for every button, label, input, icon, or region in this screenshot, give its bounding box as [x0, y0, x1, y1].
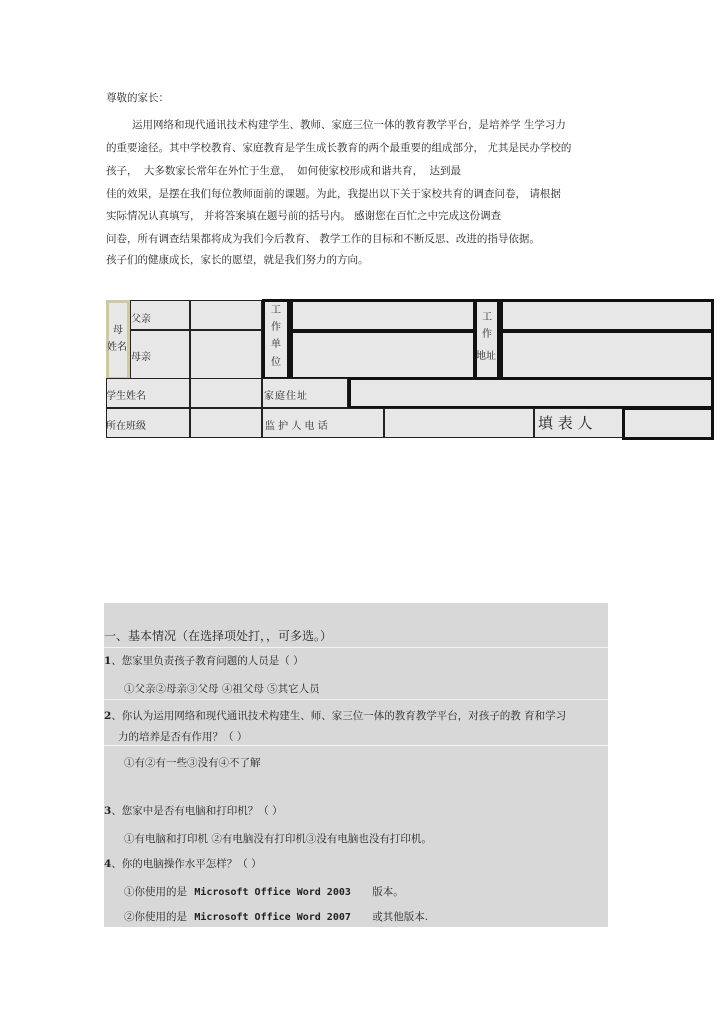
question-4: [104, 856, 262, 871]
letter-line-2: 的重要途径。其中学校教育、家庭教育是学生成长教育的两个最重要的组成部分， 尤其是民办学校的: [106, 142, 572, 154]
student-name-input[interactable]: [190, 378, 262, 408]
father-label: 父亲: [131, 314, 151, 325]
parent-name-label-2: 姓名: [107, 342, 127, 353]
work-unit-label-4: 位: [271, 357, 281, 368]
home-address-label: 家庭住址: [264, 391, 308, 402]
q4-opt1-code: Microsoft Office Word 2003: [194, 887, 351, 898]
salutation: 尊敬的家长：: [106, 92, 169, 104]
guardian-phone-label: 监 护 人 电 话: [265, 421, 328, 432]
mother-work-address-input[interactable]: [500, 330, 714, 380]
question-3-text: 、您家中是否有电脑和打印机？（ ）: [111, 805, 283, 817]
father-name-input[interactable]: [190, 300, 262, 330]
work-address-label-1: 工: [482, 312, 492, 323]
letter-line-3: 孩子， 大多数家长常年在外忙于生意， 如何使家校形成和谐共育， 达到最: [106, 165, 462, 177]
letter-line-7: 孩子们的健康成长，家长的愿望，就是我们努力的方向。: [106, 254, 369, 266]
separator: [104, 745, 608, 746]
letter-line-6: 问卷，所有调查结果都将成为我们今后教育、 教学工作的目标和不断反思、改进的指导依据。: [106, 233, 540, 245]
question-2-text: 、你认为运用网络和现代通讯技术构建生、师、家三位一体的教育教学平台，对孩子的教 育和学习: [111, 710, 567, 722]
filler-label: 填 表 人: [538, 414, 593, 432]
separator: [104, 647, 608, 648]
student-name-label: 学生姓名: [106, 391, 146, 402]
parent-name-label-1: 母: [113, 325, 123, 336]
question-1-text: 、您家里负责孩子教育问题的人员是（ ）: [111, 655, 304, 667]
work-unit-label-3: 单: [271, 339, 281, 350]
mother-name-input[interactable]: [190, 330, 262, 380]
question-4-number: 4: [104, 858, 112, 870]
filler-input[interactable]: [622, 407, 714, 440]
home-address-input[interactable]: [348, 377, 714, 409]
guardian-phone-input[interactable]: [384, 408, 534, 438]
father-work-address-input[interactable]: [500, 299, 714, 332]
work-unit-label-1: 工: [271, 305, 281, 316]
question-2-number: 2: [104, 710, 112, 722]
q4-opt1-post: 版本。: [372, 886, 404, 898]
work-address-label-2: 作: [482, 329, 492, 340]
work-unit-label-2: 作: [271, 322, 281, 333]
question-1-options[interactable]: ①父亲②母亲③父母 ④祖父母 ⑤其它人员: [124, 683, 320, 695]
father-work-unit-input[interactable]: [290, 299, 476, 332]
question-1-number: 1: [104, 655, 112, 667]
work-address-label-3: 地址: [476, 351, 496, 362]
question-1: [104, 653, 304, 668]
question-2: [104, 708, 566, 723]
question-4-option-1[interactable]: [124, 884, 404, 899]
letter-line-4: 佳的效果，是摆在我们每位教师面前的课题。为此，我提出以下关于家校共育的调查问卷， 请根据: [106, 188, 561, 200]
mother-label: 母亲: [131, 352, 151, 363]
separator: [104, 699, 608, 700]
question-2-options[interactable]: ①有②有一些③没有④不了解: [124, 757, 261, 769]
q4-opt1-pre: ①你使用的是: [124, 886, 187, 898]
section-title: 一、基本情况（在选择项处打，，可多选。）: [104, 629, 333, 643]
q4-opt2-post: 或其他版本.: [372, 911, 429, 923]
question-3-number: 3: [104, 805, 112, 817]
survey-section: [104, 603, 608, 927]
question-4-option-2[interactable]: [124, 909, 428, 924]
class-label: 所在班级: [106, 421, 146, 432]
question-3-options[interactable]: ①有电脑和打印机 ②有电脑没有打印机③没有电脑也没有打印机。: [124, 833, 432, 845]
question-2-text-2: 力的培养是否有作用？（ ）: [118, 731, 248, 743]
question-3: [104, 803, 283, 818]
mother-work-unit-input[interactable]: [290, 330, 476, 380]
letter-line-1: 运用网络和现代通讯技术构建学生、教师、家庭三位一体的教育教学平台，是培养学 生学习力: [132, 119, 566, 131]
class-input[interactable]: [190, 408, 262, 438]
letter-line-5: 实际情况认真填写， 并将答案填在题号前的括号内。 感谢您在百忙之中完成这份调查: [106, 210, 502, 222]
q4-opt2-pre: ②你使用的是: [124, 911, 187, 923]
q4-opt2-code: Microsoft Office Word 2007: [194, 912, 351, 923]
question-4-text: 、你的电脑操作水平怎样？（ ）: [111, 858, 262, 870]
